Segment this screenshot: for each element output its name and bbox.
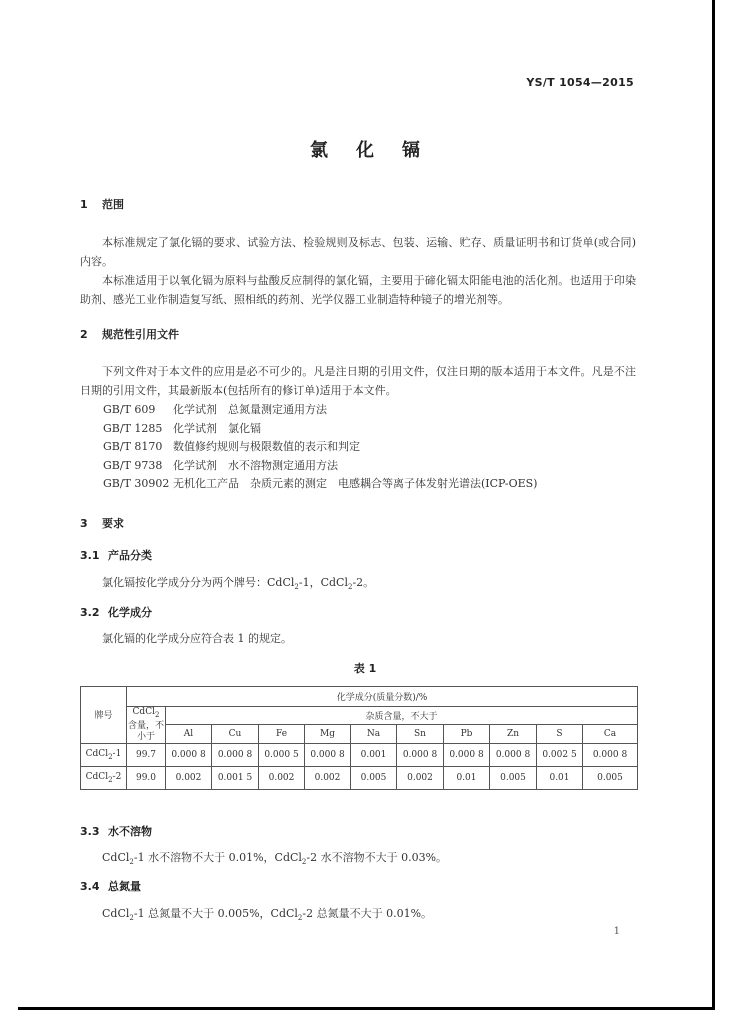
scope-paragraph-2: 本标准适用于以氧化镉为原料与盐酸反应制得的氯化镉，主要用于碲化镉太阳能电池的活化剂。也适用于印染助剂、感光工业作制造复写纸、照相纸的药剂、光学仪器工业制造特种镜子的增光剂等。 <box>80 274 636 306</box>
section-3-heading <box>80 515 124 531</box>
impurity-header: 杂质含量，不大于 <box>166 707 638 725</box>
value-cell: 0.005 <box>351 766 397 789</box>
element-header: Zn <box>490 725 537 743</box>
content-cell: 99.0 <box>127 766 166 789</box>
section-3-4-heading: 3.4 总氮量 <box>80 880 141 893</box>
section-number: 1 <box>80 198 88 211</box>
value-cell: 0.002 5 <box>537 743 583 766</box>
standard-code: YS/T 1054—2015 <box>526 76 634 89</box>
reference-item: GB/T 8170 数值修约规则与极限数值的表示和判定 <box>103 440 360 453</box>
value-cell: 0.005 <box>490 766 537 789</box>
table-row <box>81 766 638 789</box>
value-cell: 0.000 8 <box>444 743 490 766</box>
insoluble-text: CdCl$_2$-1 水不溶物不大于 0.01%，CdCl$_2$-2 水不溶物不大于 0.03%。 <box>102 851 448 867</box>
section-title: 规范性引用文件 <box>102 328 179 341</box>
section-2-heading <box>80 326 179 342</box>
value-cell: 0.000 8 <box>397 743 444 766</box>
value-cell: 0.000 8 <box>583 743 638 766</box>
grade-cell: CdCl$_2$-1 <box>81 743 127 766</box>
content-header: CdCl$_2$ 含量，不小于 <box>127 707 164 742</box>
element-header: Ca <box>583 725 638 743</box>
value-cell: 0.000 8 <box>166 743 212 766</box>
element-header: Pb <box>444 725 490 743</box>
scope-paragraph-1: 本标准规定了氯化镉的要求、试验方法、检验规则及标志、包装、运输、贮存、质量证明书和订货单(或合同)内容。 <box>80 236 636 268</box>
reference-item: GB/T 1285 化学试剂 氯化镉 <box>103 421 261 435</box>
grade-header: 牌号 <box>81 687 127 744</box>
reference-list <box>103 401 537 494</box>
value-cell: 0.002 <box>166 766 212 789</box>
element-header: Al <box>166 725 212 743</box>
section-title: 范围 <box>102 198 124 211</box>
value-cell: 0.001 <box>351 743 397 766</box>
value-cell: 0.005 <box>583 766 638 789</box>
value-cell: 0.01 <box>444 766 490 789</box>
page-number: 1 <box>613 926 620 937</box>
nitrogen-text: CdCl$_2$-1 总氮量不大于 0.005%，CdCl$_2$-2 总氮量不大于 0.01%。 <box>102 907 433 923</box>
value-cell: 0.000 8 <box>212 743 259 766</box>
grade-cell: CdCl$_2$-2 <box>81 766 127 789</box>
element-header: Mg <box>305 725 351 743</box>
reference-item: GB/T 30902 无机化工产品 杂质元素的测定 电感耦合等离子体发射光谱法(ICP-OES) <box>103 477 538 490</box>
value-cell: 0.002 <box>259 766 305 789</box>
value-cell: 0.002 <box>305 766 351 789</box>
value-cell: 0.01 <box>537 766 583 789</box>
reference-item: GB/T 9738 化学试剂 水不溶物测定通用方法 <box>103 458 338 472</box>
value-cell: 0.000 8 <box>490 743 537 766</box>
classification-text: 氯化镉按化学成分分为两个牌号：CdCl$_2$-1，CdCl$_2$-2。 <box>102 576 375 592</box>
composition-text: 氯化镉的化学成分应符合表 1 的规定。 <box>102 632 292 645</box>
section-3-1-heading: 3.1 产品分类 <box>80 549 152 562</box>
value-cell: 0.000 8 <box>305 743 351 766</box>
element-header: Na <box>351 725 397 743</box>
value-cell: 0.002 <box>397 766 444 789</box>
section-3-3-heading: 3.3 水不溶物 <box>80 825 152 838</box>
group-header: 化学成分(质量分数)/% <box>127 687 638 707</box>
section-number: 3 <box>80 517 88 530</box>
content-cell: 99.7 <box>127 743 166 766</box>
reference-item: GB/T 609 化学试剂 总氮量测定通用方法 <box>103 403 327 416</box>
section-1-heading <box>80 196 124 212</box>
section-number: 2 <box>80 328 88 341</box>
element-header: S <box>537 725 583 743</box>
element-header: Cu <box>212 725 259 743</box>
value-cell: 0.000 5 <box>259 743 305 766</box>
document-title: 氯化镉 <box>310 140 448 161</box>
table-caption: 表 1 <box>353 662 377 675</box>
table-row <box>81 743 638 766</box>
section-title: 要求 <box>102 517 124 530</box>
element-header: Sn <box>397 725 444 743</box>
section-3-2-heading: 3.2 化学成分 <box>80 606 152 619</box>
element-header: Fe <box>259 725 305 743</box>
value-cell: 0.001 5 <box>212 766 259 789</box>
references-intro: 下列文件对于本文件的应用是必不可少的。凡是注日期的引用文件，仅注日期的版本适用于本文件。凡是不注日期的引用文件，其最新版本(包括所有的修订单)适用于本文件。 <box>80 365 636 397</box>
composition-table <box>80 686 638 790</box>
